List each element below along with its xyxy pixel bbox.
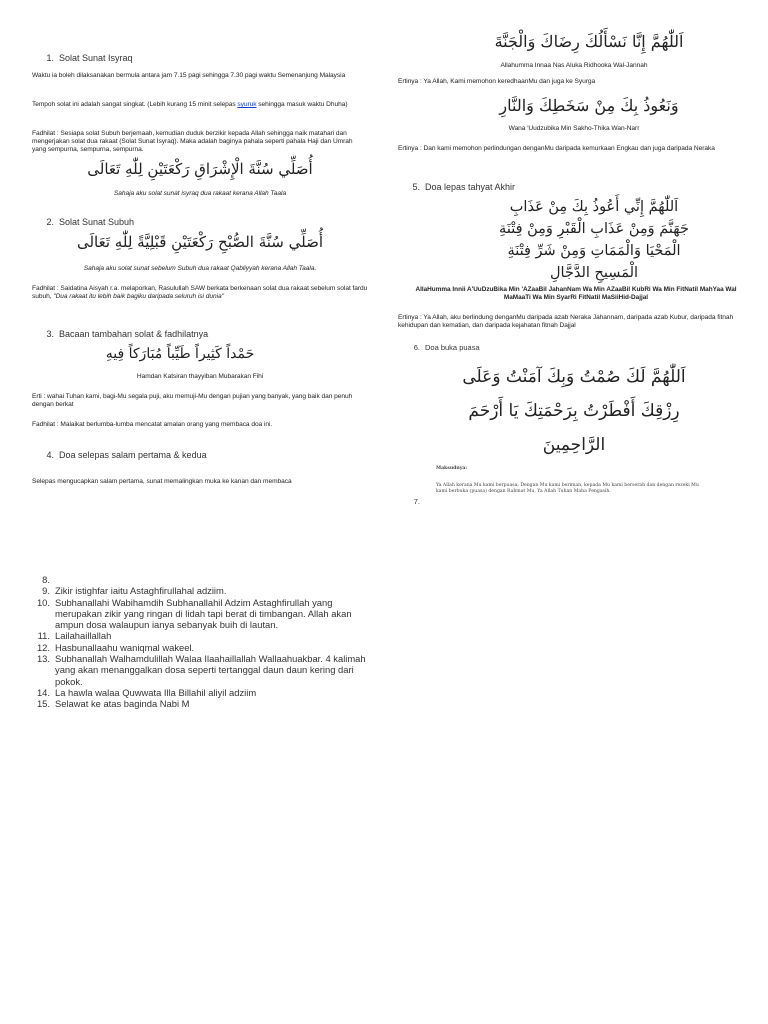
section-title: Solat Sunat Subuh: [59, 217, 135, 227]
section-heading-doa-salam: [40, 450, 207, 460]
doa-neraka-arabic: وَنَعُوذُ بِكَ مِنْ سَخَطِكَ وَالنَّارِ: [499, 96, 679, 115]
list-item: [30, 597, 380, 631]
section-heading-buka-puasa: [406, 343, 480, 352]
section-heading-subuh: [40, 217, 134, 227]
section-number: 7.: [413, 497, 420, 506]
list-number: 11.: [37, 630, 50, 642]
section-title: Doa selepas salam pertama & kedua: [59, 450, 207, 460]
isyraq-time-text: Waktu ia boleh dilaksanakan bermula antara jam 7.15 pagi sehingga 7.30 pagi waktu Semenanjung Malaysia: [32, 72, 346, 79]
bacaan-arabic: حَمْداً كَثِيراً طَيِّباً مُبَارَكاً فِيهِ: [105, 346, 255, 362]
section-title: Doa buka puasa: [425, 343, 480, 352]
section-number: 6.: [413, 343, 420, 352]
bacaan-fadhilat: Fadhilat : Malaikat berlumba-lumba mencatat amalan orang yang membaca doa ini.: [32, 421, 273, 428]
section-title: Solat Sunat Isyraq: [59, 53, 133, 63]
bacaan-meaning: Erti : wahai Tuhan kami, bagi-Mu segala puji, aku memuji-Mu dengan pujian yang banyak, yang baik dan penuh dengan berkat: [32, 393, 353, 409]
doa-syurga-transliteration: Allahumma Innaa Nas Aluka Ridhooka Wal-Jannah: [500, 62, 648, 69]
arabic-line: اَللّٰهُمَّ إِنِّي أَعُوذُ بِكَ مِنْ عَذَابِ: [509, 199, 679, 215]
list-text: Hasbunallaahu waniqmal wakeel.: [55, 641, 195, 653]
subuh-niat-caption: Sahaja aku solat sunat sebelum Subuh dua rakaat Qabliyyah kerana Allah Taala.: [83, 265, 317, 272]
doa-neraka-transliteration: Wana 'Uudzubika Min Sakho-Thika Wan-Narr: [508, 125, 640, 132]
subuh-fadhilat-text: [32, 285, 372, 301]
list-number: 8.: [42, 574, 50, 585]
arabic-line: الْمَحْيَا وَالْمَمَاتِ وَمِنْ شَرِّ فِتْنَةِ: [507, 243, 681, 259]
list-number: 13.: [36, 653, 50, 665]
zikir-list: [30, 574, 380, 710]
duration-text-end: sehingga masuk waktu Dhuha): [256, 101, 348, 108]
tahyat-meaning: Ertinya : Ya Allah, aku berlindung denganMu daripada azab Neraka Jahannam, daripada azab Kubur, daripada fitnah kehidupan dan kematian, dan daripada kejahatan fitnah Dajjal: [398, 314, 734, 330]
section-number: 4.: [46, 450, 54, 460]
doa-syurga-meaning: Ertinya : Ya Allah, Kami memohon keredhaanMu dan juga ke Syurga: [398, 78, 596, 85]
isyraq-niat-caption: Sahaja aku solat sunat isyraq dua rakaat kerana Allah Taala: [113, 190, 287, 197]
doa-salam-text: Selepas mengucapkan salam pertama, sunat memalingkan muka ke kanan dan membaca: [32, 478, 292, 485]
section-number: 5.: [412, 182, 420, 192]
list-text: Subhanallahi Wabihamdih Subhanallahil Adzim Astaghfirullah yang merupakan zikir yang ringan di lidah tapi berat di timbangan. Allah akan ampun dosa walaupun ianya sebanyak buih di lautan.: [55, 596, 352, 631]
buka-puasa-meaning: Ya Allah kerana Mu kami berpuasa, Dengan Mu kami beriman, kepada Mu kami berserah dan dengan rezeki Mu kami berbuka (puasa) dengan Rahmat Mu, Ya Allah Tuhan Maha Pengasih.: [436, 483, 699, 494]
syuruk-link[interactable]: syuruk: [237, 101, 257, 108]
list-item: [30, 585, 380, 596]
tahyat-transliteration: AllaHumma Innii A'UuDzuBika Min 'AZaaBil JahanNam Wa Min AZaaBil KubRi Wa Min FitNatil MahYaa Wal MaMaaTi Wa Min SyarRi FitNatil MaSiiHid-Dajjal: [415, 286, 737, 302]
list-text: Lailahaillallah: [55, 630, 112, 642]
isyraq-duration-text: [32, 101, 368, 109]
section-title: Bacaan tambahan solat & fadhilatnya: [59, 329, 209, 339]
doa-neraka-meaning: Ertinya : Dan kami memohon perlindungan denganMu daripada kemurkaan Engkau dan juga daripada Neraka: [398, 145, 715, 152]
hadith-quote: "Dua rakaat itu lebih baik bagiku daripada seluruh isi dunia": [53, 293, 224, 301]
list-item: [30, 642, 380, 653]
isyraq-arabic-niat: أُصَلِّي سُنَّةَ الْإِشْرَاقِ رَكْعَتَيْنِ لِلّٰهِ تَعَالَى: [87, 160, 313, 178]
buka-puasa-arabic: [454, 360, 694, 462]
section-heading-isyraq: [40, 53, 133, 63]
list-text: Subhanallah Walhamdulillah Walaa Ilaahaillallah Wallaahuakbar. 4 kalimah yang akan menanggalkan dosa seperti tertanggal daun daun kering dari pokok.: [55, 653, 366, 687]
list-number: 12.: [36, 641, 50, 653]
maksud-label: Maksudnya:: [436, 466, 468, 471]
list-number: 10.: [36, 596, 50, 608]
arabic-line: اَللّٰهُمَّ لَكَ صُمْتُ وَبِكَ آمَنْتُ وَعَلَى: [462, 367, 686, 387]
list-text: [55, 574, 380, 585]
list-item: [30, 698, 380, 709]
section-heading-tahyat: [406, 182, 515, 192]
section-heading-7: [406, 497, 425, 506]
section-number: 2.: [46, 217, 54, 227]
section-number: 3.: [46, 329, 54, 339]
doa-syurga-arabic: اَللّٰهُمَّ إِنَّا نَسْأَلُكَ رِضَاكَ وَالْجَنَّةَ: [494, 32, 684, 51]
list-text: Zikir istighfar iaitu Astaghfirullahal adziim.: [55, 585, 227, 597]
arabic-line: الرَّاحِمِينَ: [542, 435, 606, 455]
section-number: 1.: [46, 53, 54, 63]
list-number: 9.: [42, 585, 50, 597]
fadhilat-text-start: Fadhilat : Saidatina Aisyah r.a. melaporkan, Rasulullah SAW berkata berkenaan solat dua rakaat sebelum solat fardu subuh,: [32, 285, 368, 301]
list-text: Selawat ke atas baginda Nabi M: [55, 698, 190, 710]
arabic-line: رِزْقِكَ أَفْطَرْتُ بِرَحْمَتِكَ يَا أَرْحَمَ: [468, 401, 680, 421]
arabic-line: جَهَنَّمَ وَمِنْ عَذَابِ الْقَبْرِ وَمِنْ فِتْنَةِ: [499, 221, 689, 237]
list-number: 14.: [36, 686, 50, 698]
list-item: [30, 630, 380, 641]
list-item: [30, 687, 380, 698]
subuh-arabic-niat: أُصَلِّي سُنَّةَ الصُّبْحِ رَكْعَتَيْنِ قَبْلِيَّةً لِلّٰهِ تَعَالَى: [76, 233, 324, 251]
arabic-line: الْمَسِيحِ الدَّجَّالِ: [549, 265, 639, 281]
tahyat-arabic: [444, 196, 744, 284]
section-heading-bacaan: [40, 329, 208, 339]
duration-text-start: Tempoh solat ini adalah sangat singkat. (Lebih kurang 15 minit selepas: [32, 101, 238, 108]
list-item: [30, 574, 380, 585]
section-title: Doa lepas tahyat Akhir: [425, 182, 516, 192]
bacaan-transliteration: Hamdan Katsiran thayyiban Mubarakan Fihi: [136, 373, 264, 380]
list-number: 15.: [36, 698, 50, 710]
list-item: [30, 653, 380, 687]
list-text: La hawla walaa Quwwata Illa Billahil aliyil adziim: [55, 686, 257, 698]
isyraq-fadhilat-text: Fadhilat : Sesiapa solat Subuh berjemaah, kemudian duduk berzikir kepada Allah sehingga naik matahari dan mengerjakan solat dua rakaat (Solat Sunat Isyraq). Maka adalah baginya pahala seperti pahala Haji dan Umrah yang sempurna, sempurna, sempurna.: [32, 130, 353, 154]
